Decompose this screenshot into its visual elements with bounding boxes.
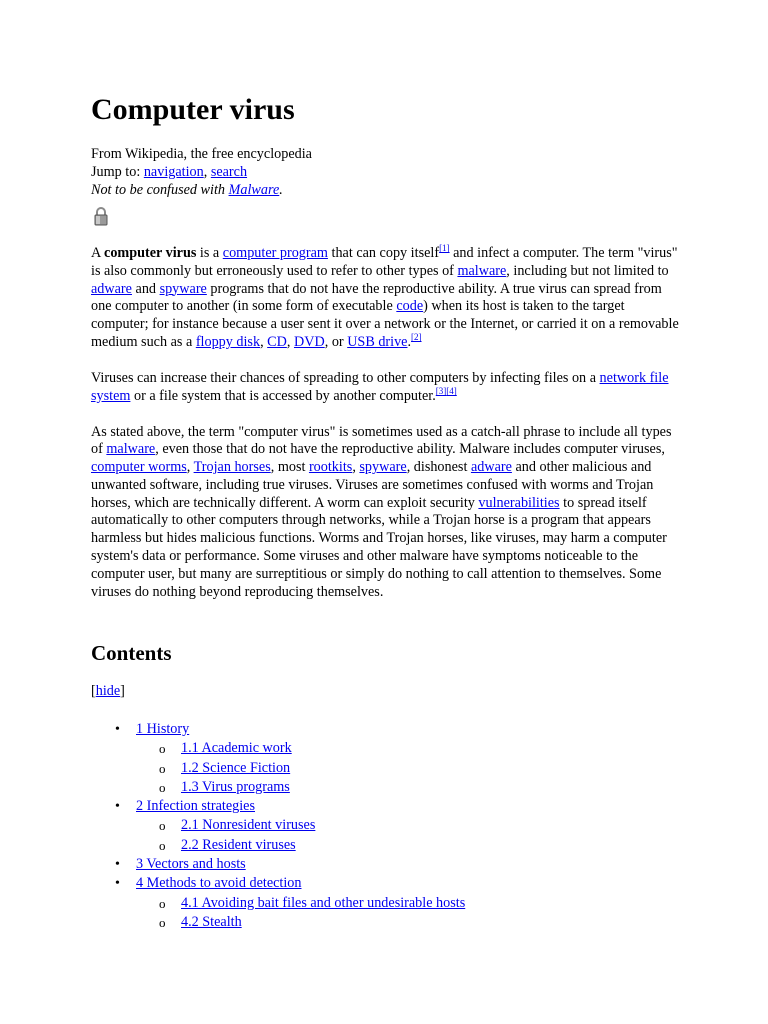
- bullet-icon: •: [115, 857, 120, 873]
- ref-2[interactable]: [2]: [411, 331, 422, 342]
- link-adware[interactable]: adware: [91, 280, 132, 297]
- hide-toc-link[interactable]: hide: [95, 683, 121, 699]
- circle-bullet-icon: o: [159, 914, 166, 930]
- link-adware-2[interactable]: adware: [470, 459, 512, 476]
- toc-link-virus-programs[interactable]: 1.3 Virus programs: [181, 778, 290, 795]
- toc-subitem: [136, 739, 465, 758]
- link-computer-program[interactable]: computer program: [222, 245, 328, 261]
- navigation-link[interactable]: navigation: [143, 163, 204, 180]
- toc-subitem: [136, 759, 465, 778]
- contents-heading: Contents: [91, 641, 172, 665]
- toc-link-science-fiction[interactable]: 1.2 Science Fiction: [181, 759, 291, 776]
- lock-icon[interactable]: [93, 206, 109, 226]
- jump-to: Jump to: navigation, search: [91, 163, 248, 180]
- paragraph-intro: A computer virus is a computer program that can copy itself[1] and infect a computer. The term "virus" is also commonly but erroneously used to refer to other types of malware, including but not limited to adware and spyware programs that do not have the reproductive ability. A true virus can spread from one computer to another (in some form of executable code) when its host is taken to the target computer; for instance because a user sent it over a network or the Internet, or carried it on a removable medium such as a floppy disk, CD, DVD, or USB drive.[2]: [91, 243, 679, 350]
- toc-link-infection-strategies[interactable]: 2 Infection strategies: [136, 798, 255, 815]
- link-dvd[interactable]: DVD: [293, 333, 325, 350]
- circle-bullet-icon: o: [159, 895, 166, 911]
- toc-subitem: [136, 778, 465, 797]
- link-floppy-disk[interactable]: floppy disk: [195, 333, 261, 350]
- toc-subitem: [136, 836, 465, 855]
- toc-item: [91, 874, 465, 932]
- link-malware-2[interactable]: malware: [106, 441, 156, 458]
- paragraph-malware: As stated above, the term "computer virus" is sometimes used as a catch-all phrase to include all types of malware, even those that do not have the reproductive ability. Malware includes computer viruses, computer worms, Trojan horses, most rootkits, spyware, dishonest adware and other malicious and unwanted software, including true viruses. Viruses are sometimes confused with worms and Trojan horses, which are technically different. A worm can exploit security vulnerabilities to spread itself automatically to other computers through networks, while a Trojan horse is a program that appears harmless but hides malicious functions. Worms and Trojan horses, like viruses, may harm a computer system's data or performance. Some viruses and other malware have symptoms noticeable to the computer user, but many are surreptitious or simply do nothing to call attention to themselves. Some viruses do nothing beyond reproducing themselves.: [91, 423, 672, 600]
- toc-item: [91, 855, 465, 874]
- bullet-icon: •: [115, 876, 120, 892]
- circle-bullet-icon: o: [159, 779, 166, 795]
- link-rootkits[interactable]: rootkits: [308, 459, 353, 476]
- table-of-contents: [91, 720, 465, 932]
- toc-link-academic-work[interactable]: 1.1 Academic work: [181, 740, 292, 757]
- link-computer-worms[interactable]: computer worms: [91, 459, 187, 476]
- ref-1[interactable]: [1]: [439, 243, 450, 253]
- toc-link-stealth[interactable]: 4.2 Stealth: [181, 913, 242, 930]
- toc-subitem: [136, 894, 465, 913]
- toc-link-avoiding-bait-files[interactable]: 4.1 Avoiding bait files and other undesirable hosts: [181, 894, 466, 911]
- toc-item: [91, 797, 465, 855]
- circle-bullet-icon: o: [159, 837, 166, 853]
- page-title: Computer virus: [91, 93, 295, 126]
- toc-subitem: [136, 816, 465, 835]
- toc-toggle: [hide]: [91, 683, 125, 699]
- link-spyware-2[interactable]: spyware: [359, 459, 407, 476]
- link-usb-drive[interactable]: USB drive: [347, 333, 408, 350]
- link-code[interactable]: code: [396, 298, 424, 315]
- toc-link-methods-avoid-detection[interactable]: 4 Methods to avoid detection: [136, 875, 302, 892]
- toc-item: [91, 720, 465, 797]
- toc-link-nonresident-viruses[interactable]: 2.1 Nonresident viruses: [181, 817, 316, 834]
- link-malware[interactable]: malware: [457, 262, 507, 279]
- hatnote: Not to be confused with Malware.: [91, 181, 283, 198]
- circle-bullet-icon: o: [159, 760, 166, 776]
- ref-3[interactable]: [3]: [435, 385, 447, 396]
- circle-bullet-icon: o: [159, 818, 166, 834]
- paragraph-spread: Viruses can increase their chances of spreading to other computers by infecting files on a network file system or a file system that is accessed by another computer.[3][4]: [91, 370, 669, 404]
- site-sub: From Wikipedia, the free encyclopedia: [91, 146, 312, 162]
- link-network-file-system[interactable]: network file system: [91, 370, 669, 404]
- bullet-icon: •: [115, 799, 120, 815]
- toc-link-resident-viruses[interactable]: 2.2 Resident viruses: [181, 836, 296, 853]
- link-spyware[interactable]: spyware: [159, 280, 207, 297]
- bullet-icon: •: [115, 722, 120, 737]
- toc-link-history[interactable]: 1 History: [136, 721, 190, 737]
- link-trojan-horses[interactable]: Trojan horses: [193, 459, 271, 476]
- article-header: [91, 146, 685, 199]
- ref-4[interactable]: [4]: [446, 385, 457, 396]
- toc-link-vectors-and-hosts[interactable]: 3 Vectors and hosts: [136, 856, 246, 873]
- link-vulnerabilities[interactable]: vulnerabilities: [478, 494, 560, 511]
- circle-bullet-icon: o: [159, 741, 166, 757]
- link-cd[interactable]: CD: [267, 333, 287, 350]
- malware-hatnote-link[interactable]: Malware: [228, 181, 280, 198]
- toc-subitem: [136, 913, 465, 932]
- search-link[interactable]: search: [210, 163, 248, 180]
